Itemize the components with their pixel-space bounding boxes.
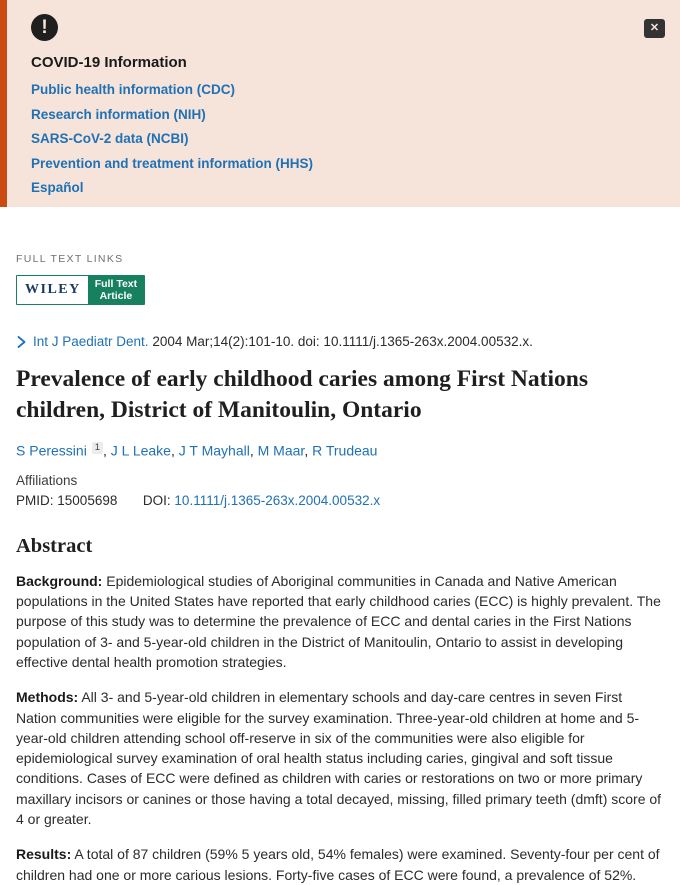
covid-banner-title: COVID-19 Information [31, 54, 187, 71]
author-separator: , [103, 442, 111, 459]
author-separator: , [170, 442, 179, 459]
abstract-body [16, 571, 664, 885]
author-separator: , [304, 442, 313, 459]
covid-banner [0, 0, 680, 207]
covid-banner-link[interactable]: SARS-CoV-2 data (NCBI) [31, 131, 189, 146]
author-affiliation-sup[interactable]: 1 [92, 442, 103, 454]
doi-link[interactable]: 10.1111/j.1365-263x.2004.00532.x [174, 492, 381, 508]
full-text-provider-button[interactable] [16, 275, 145, 305]
affiliations-label[interactable]: Affiliations [16, 472, 78, 488]
wiley-logo: WILEY [17, 276, 88, 304]
covid-banner-link[interactable]: Research information (NIH) [31, 106, 206, 122]
abstract-paragraph: Background: Epidemiological studies of Aboriginal communities in Canada and Native American populations in the United States have reported that early childhood caries (ECC) is highly prevalent. The purpose of this study was to determine the prevalence of ECC and dental caries in the First Nations population of 3- and 5-year-old children in the District of Manitoulin, Ontario to assist in developing effective dental health promotion strategies. [16, 572, 661, 670]
covid-banner-link[interactable]: Public health information (CDC) [31, 82, 235, 97]
author-link[interactable]: M Maar [257, 442, 305, 459]
doi-label: DOI: [142, 492, 171, 508]
abstract-section-label: Background: [16, 572, 103, 589]
covid-banner-link[interactable]: Español [31, 180, 84, 195]
close-icon: ✕ [649, 22, 660, 34]
abstract-paragraph: Methods: All 3- and 5-year-old children in elementary schools and day-care centres in seven First Nation communities were eligible for the survey examination. Three-year-old children at home and 5-year-old children attending school off-reserve in six of the communities were also eligible for epidemiological survey examination of oral health status including caries, gingival and soft tissue conditions. Cases of ECC were defined as children with caries or restorations on two or more primary maxillary incisors or canines or those having a total decayed, missing, filled primary teeth (dmft) score of 4 or greater. [16, 689, 662, 828]
abstract-heading: Abstract [16, 534, 93, 557]
full-text-links-label: FULL TEXT LINKS [16, 253, 124, 265]
author-link[interactable]: R Trudeau [312, 442, 378, 459]
chevron-right-icon [16, 336, 27, 348]
article-title: Prevalence of early childhood caries among First Nations children, District of Manitoulin, Ontario [16, 366, 588, 423]
article-page [0, 207, 680, 885]
citation-details: 2004 Mar;14(2):101-10. doi: 10.1111/j.1365-263x.2004.00532.x. [152, 334, 533, 349]
abstract-section-label: Methods: [16, 689, 79, 706]
journal-link[interactable]: Int J Paediatr Dent. [33, 334, 149, 349]
author-separator: , [249, 442, 258, 459]
full-text-article-label [88, 276, 144, 304]
identifiers-line [16, 493, 664, 508]
covid-banner-link[interactable]: Prevention and treatment information (HHS) [31, 155, 314, 171]
pmid-label: PMID: [16, 492, 54, 508]
alert-icon: ! [31, 14, 58, 41]
author-link[interactable]: J L Leake [110, 442, 171, 459]
citation-line [16, 334, 664, 349]
pmid-value: 15005698 [57, 492, 118, 508]
abstract-paragraph: Results: A total of 87 children (59% 5 years old, 54% females) were examined. Seventy-four per cent of children had one or more carious lesions. Forty-five cases of ECC were found, a prevalence of 52%. [16, 846, 660, 883]
author-link[interactable]: J T Mayhall [178, 442, 250, 459]
author-link[interactable]: S Peressini [16, 442, 87, 459]
close-banner-button[interactable] [644, 19, 665, 38]
covid-links [31, 82, 660, 195]
authors-line [16, 442, 664, 459]
abstract-section-label: Results: [16, 846, 72, 863]
full-text-article-line2: Article [99, 290, 133, 302]
full-text-article-line1: Full Text [94, 277, 138, 290]
